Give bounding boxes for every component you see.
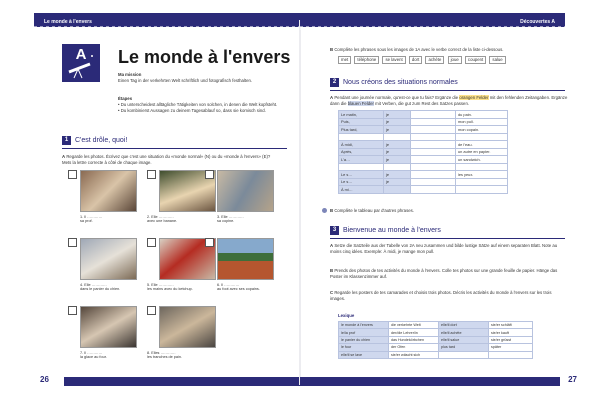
instruction-b [330, 47, 570, 53]
table-row [339, 141, 508, 149]
instruction-text: mit den fehlenden Zeitangaben. Ergänze dann die [330, 95, 568, 106]
instruction-2b [322, 208, 562, 214]
time-cell[interactable] [339, 163, 384, 171]
pronoun-cell [384, 133, 411, 141]
table-row [339, 111, 508, 119]
instruction-letter: B [330, 208, 334, 213]
steps-block [118, 96, 283, 113]
page-title: Le monde à l'envers [118, 47, 291, 67]
section-3-heading [330, 226, 441, 235]
verb-cell[interactable] [411, 133, 456, 141]
verb-cell[interactable] [411, 163, 456, 171]
table-row [339, 329, 533, 336]
instruction-2a [330, 95, 570, 107]
mission-block [118, 72, 268, 84]
verb-cell[interactable] [411, 156, 456, 164]
lexique-fr: elle/il achète [439, 329, 489, 336]
mission-text: Einen Tag in der verkehrten Welt schriftlich und fotografisch festhalten. [118, 77, 253, 83]
object-cell: un autre en papier. [456, 148, 508, 156]
instruction-text: Regarde les photos. Écrivez que c'est une situation du «monde normal» (N) ou du «monde à l'envers» (E)? Mets la lettre correcte à côté de chaque image. [62, 154, 271, 165]
table-row [339, 178, 508, 186]
photo-student-greets-teacher [80, 170, 137, 212]
pronoun-cell: je [384, 156, 411, 164]
instruction-a [62, 154, 277, 166]
instruction-3a [330, 243, 565, 255]
caption-6: 6. Il ………… au foot avec ses copains. [217, 283, 260, 291]
pronoun-cell: je [384, 141, 411, 149]
answer-checkbox[interactable] [147, 238, 156, 247]
unit-badge [62, 44, 100, 82]
lexique-fr [439, 351, 489, 358]
lexique-fr: le monde à l'envers [339, 322, 389, 329]
instruction-text: Pendant une journée normale, qu'est-ce que tu fais? Ergänze die [334, 95, 460, 100]
object-cell: les yeux. [456, 171, 508, 179]
caption-number: 8. Elles [147, 351, 160, 355]
caption-4: 4. Elle ………… dans le panier du chien. [80, 283, 121, 291]
highlight-orange: orangen Felder [459, 95, 489, 100]
highlight-blue: blauen Felder [347, 100, 374, 106]
mission-label: Ma mission [118, 72, 142, 77]
time-cell[interactable]: L'a… [339, 156, 384, 164]
object-cell [456, 178, 508, 186]
instruction-3b [330, 268, 565, 280]
photo-girl-dog-basket [80, 238, 137, 280]
steps-label: Étapes [118, 96, 133, 101]
caption-text: la glace au four. [80, 355, 107, 359]
object-cell: un sandwich. [456, 156, 508, 164]
pronoun-cell: je [384, 178, 411, 186]
table-row [339, 156, 508, 164]
unit-letter: A [75, 46, 87, 63]
word-chip: salue [489, 56, 505, 64]
instruction-letter: B [330, 47, 334, 52]
section-title: C'est drôle, quoi! [75, 137, 128, 144]
caption-text: au foot avec ses copains. [217, 287, 260, 291]
table-row [339, 336, 533, 343]
photo-girls-shelf [217, 170, 274, 212]
verb-cell[interactable] [411, 118, 456, 126]
answer-checkbox[interactable] [68, 306, 77, 315]
section-divider [330, 238, 565, 239]
table-row [339, 171, 508, 179]
caption-text: avec une banane. [147, 219, 178, 223]
caption-number: 3. Elle [217, 215, 228, 219]
word-chip: dort [409, 56, 422, 64]
sentence-table [338, 110, 508, 194]
page-number: 26 [40, 375, 49, 384]
lexique-table [338, 321, 533, 359]
lexique-de: sie/er schläft [489, 322, 533, 329]
time-cell[interactable] [339, 133, 384, 141]
time-cell[interactable]: À midi, [339, 141, 384, 149]
lexique-label: Lexique [338, 313, 355, 318]
lexique-de [489, 351, 533, 358]
answer-checkbox[interactable] [205, 238, 214, 247]
time-cell[interactable]: Plus tard, [339, 126, 384, 134]
table-row [339, 186, 508, 194]
table-row [339, 322, 533, 329]
table-row [339, 126, 508, 134]
time-cell[interactable]: Après, [339, 148, 384, 156]
caption-number: 7. Il [80, 351, 87, 355]
section-divider [330, 90, 565, 91]
instruction-letter: B [330, 268, 334, 273]
caption-number: 1. Il [80, 215, 87, 219]
time-cell[interactable]: Puis, [339, 118, 384, 126]
answer-checkbox[interactable] [68, 238, 77, 247]
instruction-letter: A [330, 95, 334, 100]
word-chip: achète [425, 56, 444, 64]
lexique-fr: le panier du chien [339, 336, 389, 343]
caption-3: 3. Elle ………… sa copine. [217, 215, 244, 223]
verb-cell[interactable] [411, 186, 456, 194]
object-cell: mon pull. [456, 118, 508, 126]
pronoun-cell: je [384, 148, 411, 156]
instruction-letter: C [330, 290, 334, 295]
header-bar [300, 13, 565, 27]
lexique-de: der Ofen [389, 344, 439, 351]
word-chip: met [338, 56, 351, 64]
word-bank [338, 56, 578, 64]
answer-checkbox[interactable] [205, 170, 214, 179]
instruction-text: mit Verben, die gut zum Rest des Satzes passen. [373, 100, 470, 106]
table-row [339, 133, 508, 141]
object-cell: mon copain. [456, 126, 508, 134]
section-title: Nous créons des situations normales [343, 79, 458, 86]
object-cell: du pain. [456, 111, 508, 119]
footer-bar [300, 377, 560, 386]
instruction-letter: A [62, 154, 66, 159]
lexique-fr: le/la prof [339, 329, 389, 336]
film-strip-decoration [34, 26, 300, 30]
section-divider [62, 148, 287, 149]
lexique-de: die verkehrte Welt [389, 322, 439, 329]
instruction-3c [330, 290, 565, 302]
pronoun-cell [384, 163, 411, 171]
caption-text: dans le panier du chien. [80, 287, 121, 291]
section-number: 3 [330, 226, 339, 235]
lexique-de: später [489, 344, 533, 351]
object-cell [456, 163, 508, 171]
verb-cell[interactable] [411, 141, 456, 149]
header-bar [34, 13, 300, 27]
caption-text: sa copine. [217, 219, 235, 223]
right-page [300, 0, 600, 400]
bullet-icon [322, 208, 327, 213]
word-chip: coupent [465, 56, 486, 64]
answer-checkbox[interactable] [147, 306, 156, 315]
instruction-text: Regarde les posters de tes camarades et choisis trois photos. Décris les activités du monde à l'envers sur les trois images. [330, 290, 552, 301]
pronoun-cell: je [384, 118, 411, 126]
caption-8: 8. Elles ………… les tranches de pain. [147, 351, 183, 359]
section-2-heading [330, 78, 458, 87]
section-number: 1 [62, 136, 71, 145]
lexique-fr: le four [339, 344, 389, 351]
photo-boy-ice-oven [80, 306, 137, 348]
pronoun-cell: je [384, 126, 411, 134]
running-header: Découvertes A [520, 19, 555, 25]
running-header: Le monde à l'envers [44, 19, 92, 25]
caption-5: 5. Elle ………… les mains avec du ketchup. [147, 283, 193, 291]
lexique-fr: elle/il salue [439, 336, 489, 343]
instruction-text: Prends des photos de tes activités du monde à l'envers. Colle tes photos sur une grande feuille de papier. Hänge das Poster im Klassenzimmer auf. [330, 268, 558, 279]
footer-bar [64, 377, 300, 386]
step-item: • Du kombinierst Aussagen zu deinem Tagesablauf so, dass sie komisch sind. [118, 107, 266, 113]
caption-7: 7. Il ………… la glace au four. [80, 351, 107, 359]
table-row [339, 148, 508, 156]
lexique-de: sie/er grüsst [489, 336, 533, 343]
caption-number: 5. Elle [147, 283, 158, 287]
photo-girls-bread [159, 306, 216, 348]
answer-checkbox[interactable] [147, 170, 156, 179]
table-row [339, 344, 533, 351]
lexique-fr: elle/il se lave [339, 351, 389, 358]
object-cell: de l'eau. [456, 141, 508, 149]
lexique-de: sie/er wäscht sich [389, 351, 439, 358]
page-number: 27 [568, 375, 577, 384]
section-number: 2 [330, 78, 339, 87]
word-chip: joue [448, 56, 462, 64]
verb-cell[interactable] [411, 126, 456, 134]
pronoun-cell: je [384, 111, 411, 119]
section-title: Bienvenue au monde à l'envers [343, 227, 441, 234]
table-row [339, 163, 508, 171]
object-cell [456, 186, 508, 194]
caption-1: 1. Il ………… sa prof. [80, 215, 103, 223]
verb-cell[interactable] [411, 111, 456, 119]
verb-cell[interactable] [411, 178, 456, 186]
lexique-fr: elle/il dort [439, 322, 489, 329]
caption-text: les mains avec du ketchup. [147, 287, 193, 291]
lexique-de: das Hundekörbchen [389, 336, 439, 343]
pronoun-cell: je [384, 171, 411, 179]
time-cell[interactable]: Le matin, [339, 111, 384, 119]
lexique-de: der/die Lehrer/in [389, 329, 439, 336]
answer-checkbox[interactable] [68, 170, 77, 179]
object-cell [456, 133, 508, 141]
caption-number: 6. Il [217, 283, 224, 287]
section-1-heading [62, 136, 127, 145]
caption-text: les tranches de pain. [147, 355, 183, 359]
step-item: • Du unterscheidest alltägliche Tätigkeiten von solchen, in denen die Welt kopfsteht. [118, 101, 278, 107]
telescope-icon [62, 44, 100, 82]
film-strip-decoration [300, 26, 565, 30]
instruction-text: Complète les phrases sous les images de 1A avec le verbe correct de la liste ci-dessous. [334, 47, 504, 52]
table-row [339, 351, 533, 358]
instruction-text: Complète le tableau par d'autres phrases. [334, 208, 414, 213]
word-chip: se lavent [382, 56, 405, 64]
caption-number: 2. Elle [147, 215, 158, 219]
time-cell[interactable]: Le s… [339, 171, 384, 179]
pronoun-cell [384, 186, 411, 194]
table-row [339, 118, 508, 126]
caption-2: 2. Elle ………… avec une banane. [147, 215, 178, 223]
instruction-letter: A [330, 243, 334, 248]
lexique-de: sie/er kauft [489, 329, 533, 336]
instruction-text: Setze die Satzteile aus der Tabelle von 2A neu zusammen und bilde lustige Sätze auf einem separaten Blatt. Note au moins cinq idées. Exemple: À midi, je mange mon pull. [330, 243, 558, 254]
word-chip: téléphone [354, 56, 379, 64]
caption-number: 4. Elle [80, 283, 91, 287]
time-cell[interactable]: À mi… [339, 186, 384, 194]
verb-cell[interactable] [411, 148, 456, 156]
photo-boys-football [217, 238, 274, 280]
time-cell[interactable]: Le s… [339, 178, 384, 186]
lexique-fr: plus tard [439, 344, 489, 351]
verb-cell[interactable] [411, 171, 456, 179]
caption-text: sa prof. [80, 219, 93, 223]
